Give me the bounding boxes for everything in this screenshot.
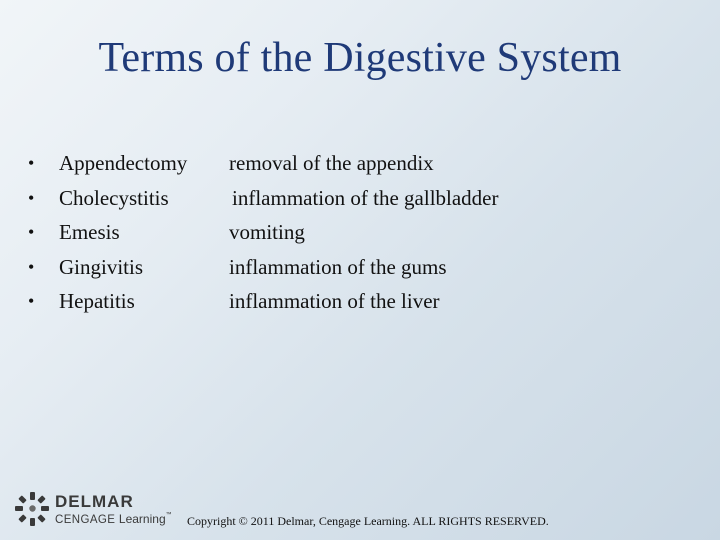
cengage-starburst-logo-icon xyxy=(14,491,50,527)
definition: removal of the appendix xyxy=(229,151,434,175)
logo-cengage-word: CENGAGE xyxy=(55,514,119,526)
bullet: • xyxy=(28,222,35,242)
delmar-cengage-logo xyxy=(14,491,179,529)
logo-learning-word: Learning xyxy=(118,512,166,526)
definition: inflammation of the gallbladder xyxy=(232,185,499,210)
logo-trademark: ™ xyxy=(165,512,173,518)
definition: vomiting xyxy=(229,220,305,244)
bullet: • xyxy=(28,187,35,208)
definition: inflammation of the gums xyxy=(229,254,447,279)
logo-delmar-text: DELMAR xyxy=(55,492,134,511)
bullet: • xyxy=(28,291,35,311)
definition: inflammation of the liver xyxy=(229,289,440,313)
logo-cengage-text xyxy=(55,512,172,526)
bullet: • xyxy=(28,256,35,277)
slide-title: Terms of the Digestive System xyxy=(98,35,622,81)
term: Cholecystitis xyxy=(59,185,169,210)
term: Appendectomy xyxy=(59,151,188,175)
bullet: • xyxy=(28,153,35,173)
copyright-notice: Copyright © 2011 Delmar, Cengage Learning. ALL RIGHTS RESERVED. xyxy=(187,514,549,528)
term: Gingivitis xyxy=(59,254,144,279)
term: Emesis xyxy=(59,220,120,244)
term: Hepatitis xyxy=(59,289,135,313)
